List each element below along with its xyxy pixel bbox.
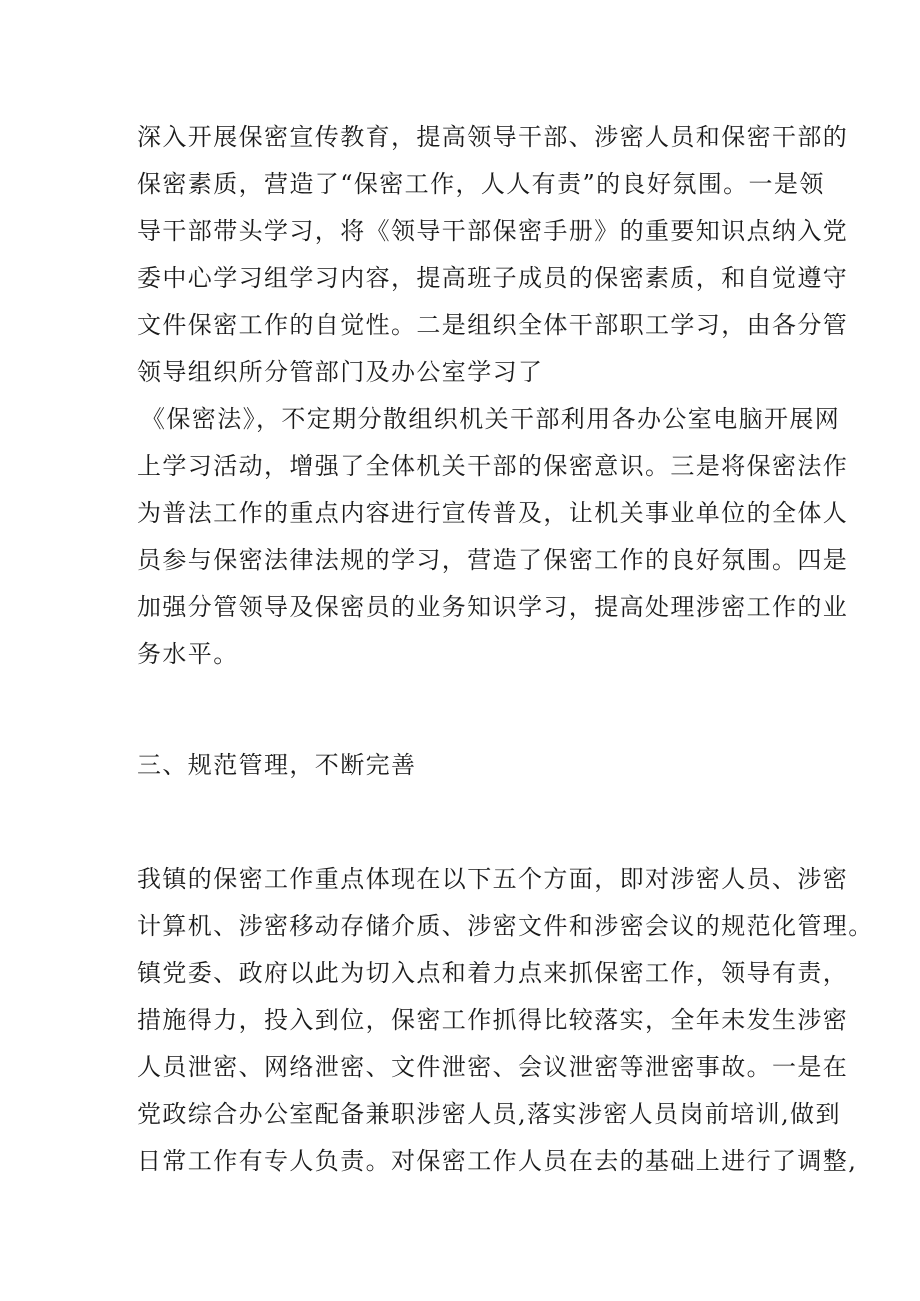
paragraph-3-line-2: 计算机、涉密移动存储介质、涉密文件和涉密会议的规范化管理。 bbox=[137, 912, 874, 940]
paragraph-3-line-7: 日常工作有专人负责。对保密工作人员在去的基础上进行了调整, bbox=[137, 1147, 858, 1175]
paragraph-3-line-6: 党政综合办公室配备兼职涉密人员,落实涉密人员岗前培训,做到 bbox=[137, 1100, 841, 1128]
paragraph-3-line-4: 措施得力，投入到位，保密工作抓得比较落实，全年未发生涉密 bbox=[137, 1006, 849, 1034]
paragraph-3-line-5: 人员泄密、网络泄密、文件泄密、会议泄密等泄密事故。一是在 bbox=[137, 1053, 849, 1081]
paragraph-1-line-1: 深入开展保密宣传教育，提高领导干部、涉密人员和保密干部的 bbox=[137, 123, 849, 151]
paragraph-2-line-3: 为普法工作的重点内容进行宣传普及，让机关事业单位的全体人 bbox=[137, 499, 849, 527]
paragraph-2-line-1: 《保密法》，不定期分散组织机关干部利用各办公室电脑开展网 bbox=[141, 405, 841, 433]
paragraph-2-line-2: 上学习活动，增强了全体机关干部的保密意识。三是将保密法作 bbox=[137, 452, 849, 480]
paragraph-2-line-4: 员参与保密法律法规的学习，营造了保密工作的良好氛围。四是 bbox=[137, 546, 849, 574]
section-heading: 三、规范管理，不断完善 bbox=[137, 751, 417, 779]
paragraph-1-line-2: 保密素质，营造了“保密工作，人人有责”的良好氛围。一是领 bbox=[137, 170, 825, 198]
paragraph-2-line-6: 务水平。 bbox=[137, 640, 239, 668]
paragraph-1-line-5: 文件保密工作的自觉性。二是组织全体干部职工学习，由各分管 bbox=[137, 311, 849, 339]
paragraph-3-line-3: 镇党委、政府以此为切入点和着力点来抓保密工作，领导有责， bbox=[137, 959, 849, 987]
paragraph-2-line-5: 加强分管领导及保密员的业务知识学习，提高处理涉密工作的业 bbox=[137, 593, 849, 621]
paragraph-1-line-6: 领导组织所分管部门及办公室学习了 bbox=[137, 358, 544, 386]
paragraph-1-line-3: 导干部带头学习，将《领导干部保密手册》的重要知识点纳入党 bbox=[137, 217, 849, 245]
paragraph-3-line-1: 我镇的保密工作重点体现在以下五个方面，即对涉密人员、涉密 bbox=[137, 865, 849, 893]
paragraph-1-line-4: 委中心学习组学习内容，提高班子成员的保密素质，和自觉遵守 bbox=[137, 264, 849, 292]
